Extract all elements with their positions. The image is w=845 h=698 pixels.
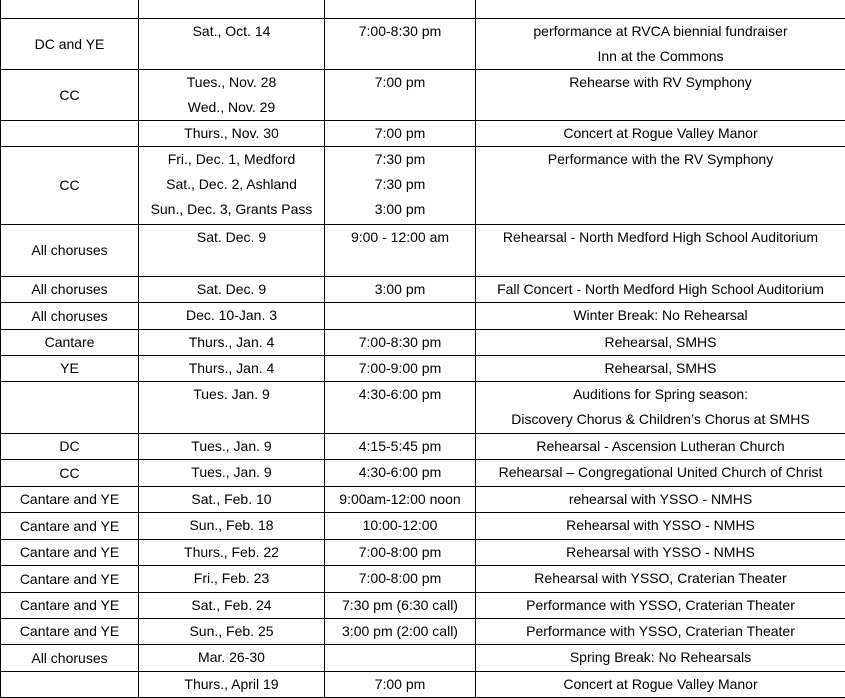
time-line: 7:00-8:30 pm bbox=[325, 330, 475, 355]
table-row bbox=[1, 487, 845, 513]
time-cell bbox=[325, 645, 476, 672]
time-line: 7:30 pm bbox=[325, 147, 475, 172]
date-line: Tues., Nov. 28 bbox=[139, 70, 324, 95]
event-line: Rehearsal, SMHS bbox=[476, 356, 845, 381]
time-cell bbox=[325, 225, 476, 277]
event-line bbox=[476, 0, 845, 18]
event-cell bbox=[476, 330, 845, 356]
event-cell bbox=[476, 147, 845, 225]
date-line: Fri., Dec. 1, Medford bbox=[139, 147, 324, 172]
time-line: 4:30-6:00 pm bbox=[325, 382, 475, 407]
event-line: Rehearsal, SMHS bbox=[476, 330, 845, 355]
time-cell bbox=[325, 672, 476, 698]
event-line: Rehearsal with YSSO, Craterian Theater bbox=[476, 566, 845, 591]
table-row bbox=[1, 121, 845, 147]
date-line: Sat., Feb. 10 bbox=[139, 487, 324, 512]
date-cell bbox=[139, 277, 325, 303]
event-cell bbox=[476, 460, 845, 487]
group-cell: Cantare and YE bbox=[1, 619, 139, 645]
schedule-body bbox=[1, 0, 845, 698]
table-row bbox=[1, 303, 845, 330]
event-line: Concert at Rogue Valley Manor bbox=[476, 672, 845, 697]
time-cell bbox=[325, 619, 476, 645]
time-cell bbox=[325, 593, 476, 619]
event-line: Performance with YSSO, Craterian Theater bbox=[476, 593, 845, 618]
table-row bbox=[1, 566, 845, 593]
date-cell bbox=[139, 672, 325, 698]
group-cell bbox=[1, 0, 139, 19]
time-line: 7:00-8:00 pm bbox=[325, 540, 475, 565]
table-row bbox=[1, 19, 845, 70]
event-cell bbox=[476, 382, 845, 434]
time-line: 9:00am-12:00 noon bbox=[325, 487, 475, 512]
event-line: Rehearsal - North Medford High School Auditorium bbox=[476, 225, 845, 250]
time-line: 7:00 pm bbox=[325, 121, 475, 146]
table-row bbox=[1, 382, 845, 434]
time-line: 3:00 pm bbox=[325, 197, 475, 222]
date-line: Thurs., Nov. 30 bbox=[139, 121, 324, 146]
group-cell: All choruses bbox=[1, 645, 139, 672]
group-cell: Cantare and YE bbox=[1, 593, 139, 619]
time-cell bbox=[325, 540, 476, 566]
time-cell bbox=[325, 147, 476, 225]
time-line bbox=[325, 0, 475, 18]
event-cell bbox=[476, 434, 845, 460]
date-line: Sun., Feb. 18 bbox=[139, 513, 324, 538]
date-cell bbox=[139, 0, 325, 19]
date-cell bbox=[139, 566, 325, 593]
group-cell: Cantare and YE bbox=[1, 566, 139, 593]
group-cell: Cantare and YE bbox=[1, 513, 139, 540]
time-cell bbox=[325, 460, 476, 487]
time-line bbox=[325, 303, 475, 328]
time-cell bbox=[325, 19, 476, 70]
event-cell bbox=[476, 19, 845, 70]
table-row bbox=[1, 0, 845, 19]
table-row bbox=[1, 356, 845, 382]
event-line: Fall Concert - North Medford High School Auditorium bbox=[476, 277, 845, 302]
date-line: Sat., Oct. 14 bbox=[139, 19, 324, 44]
date-line: Fri., Feb. 23 bbox=[139, 566, 324, 591]
date-cell bbox=[139, 225, 325, 277]
group-cell: All choruses bbox=[1, 303, 139, 330]
group-cell: Cantare bbox=[1, 330, 139, 356]
date-line: Thurs., April 19 bbox=[139, 672, 324, 697]
event-line: Performance with YSSO, Craterian Theater bbox=[476, 619, 845, 644]
time-line: 10:00-12:00 bbox=[325, 513, 475, 538]
group-cell: CC bbox=[1, 70, 139, 121]
event-cell bbox=[476, 619, 845, 645]
time-line: 7:30 pm bbox=[325, 172, 475, 197]
time-line: 7:00 pm bbox=[325, 672, 475, 697]
date-cell bbox=[139, 593, 325, 619]
event-line: Rehearsal – Congregational United Church of Christ bbox=[476, 460, 845, 485]
time-cell bbox=[325, 277, 476, 303]
time-cell bbox=[325, 0, 476, 19]
event-cell bbox=[476, 487, 845, 513]
event-cell bbox=[476, 303, 845, 330]
time-cell bbox=[325, 382, 476, 434]
date-line: Thurs., Jan. 4 bbox=[139, 356, 324, 381]
table-row bbox=[1, 619, 845, 645]
table-row bbox=[1, 434, 845, 460]
event-cell bbox=[476, 566, 845, 593]
time-cell bbox=[325, 303, 476, 330]
event-line: Inn at the Commons bbox=[476, 44, 845, 69]
group-cell: DC bbox=[1, 434, 139, 460]
date-cell bbox=[139, 619, 325, 645]
event-cell bbox=[476, 513, 845, 540]
event-line: Concert at Rogue Valley Manor bbox=[476, 121, 845, 146]
event-line: Rehearsal with YSSO - NMHS bbox=[476, 513, 845, 538]
date-line: Tues., Jan. 9 bbox=[139, 460, 324, 485]
event-line: Discovery Chorus & Children’s Chorus at SMHS bbox=[476, 407, 845, 432]
group-cell: All choruses bbox=[1, 277, 139, 303]
time-line: 7:30 pm (6:30 call) bbox=[325, 593, 475, 618]
event-cell bbox=[476, 70, 845, 121]
date-cell bbox=[139, 19, 325, 70]
time-cell bbox=[325, 566, 476, 593]
event-line: performance at RVCA biennial fundraiser bbox=[476, 19, 845, 44]
table-row bbox=[1, 225, 845, 277]
group-cell: DC and YE bbox=[1, 19, 139, 70]
time-line bbox=[325, 645, 475, 670]
date-line: Sat. Dec. 9 bbox=[139, 225, 324, 250]
date-cell bbox=[139, 147, 325, 225]
event-line: Rehearse with RV Symphony bbox=[476, 70, 845, 95]
date-cell bbox=[139, 540, 325, 566]
time-line: 7:00-9:00 pm bbox=[325, 356, 475, 381]
date-line: Sat., Dec. 2, Ashland bbox=[139, 172, 324, 197]
date-cell bbox=[139, 645, 325, 672]
time-line: 7:00-8:30 pm bbox=[325, 19, 475, 44]
time-cell bbox=[325, 121, 476, 147]
date-cell bbox=[139, 356, 325, 382]
table-row bbox=[1, 277, 845, 303]
date-line: Sat., Feb. 24 bbox=[139, 593, 324, 618]
event-cell bbox=[476, 356, 845, 382]
table-row bbox=[1, 460, 845, 487]
date-line: Sun., Dec. 3, Grants Pass bbox=[139, 197, 324, 222]
date-line: Sat. Dec. 9 bbox=[139, 277, 324, 302]
table-row bbox=[1, 147, 845, 225]
table-row bbox=[1, 672, 845, 698]
event-cell bbox=[476, 540, 845, 566]
time-line: 3:00 pm (2:00 call) bbox=[325, 619, 475, 644]
date-cell bbox=[139, 460, 325, 487]
group-cell: CC bbox=[1, 460, 139, 487]
date-line: Thurs., Jan. 4 bbox=[139, 330, 324, 355]
event-cell bbox=[476, 225, 845, 277]
time-cell bbox=[325, 330, 476, 356]
table-row bbox=[1, 513, 845, 540]
time-line: 3:00 pm bbox=[325, 277, 475, 302]
time-line: 7:00-8:00 pm bbox=[325, 566, 475, 591]
group-cell: YE bbox=[1, 356, 139, 382]
group-cell: Cantare and YE bbox=[1, 487, 139, 513]
group-cell bbox=[1, 121, 139, 147]
date-line: Thurs., Feb. 22 bbox=[139, 540, 324, 565]
date-line: Tues. Jan. 9 bbox=[139, 382, 324, 407]
group-cell: Cantare and YE bbox=[1, 540, 139, 566]
event-line: Auditions for Spring season: bbox=[476, 382, 845, 407]
date-cell bbox=[139, 487, 325, 513]
date-line: Sun., Feb. 25 bbox=[139, 619, 324, 644]
group-cell bbox=[1, 672, 139, 698]
time-line: 4:30-6:00 pm bbox=[325, 460, 475, 485]
date-cell bbox=[139, 121, 325, 147]
date-line: Mar. 26-30 bbox=[139, 645, 324, 670]
date-line bbox=[139, 0, 324, 18]
event-line: Rehearsal with YSSO - NMHS bbox=[476, 540, 845, 565]
table-row bbox=[1, 645, 845, 672]
time-line: 7:00 pm bbox=[325, 70, 475, 95]
event-cell bbox=[476, 0, 845, 19]
event-cell bbox=[476, 645, 845, 672]
time-line: 9:00 - 12:00 am bbox=[325, 225, 475, 250]
event-line: Spring Break: No Rehearsals bbox=[476, 645, 845, 670]
event-cell bbox=[476, 121, 845, 147]
date-cell bbox=[139, 382, 325, 434]
time-cell bbox=[325, 356, 476, 382]
date-cell bbox=[139, 513, 325, 540]
event-line: rehearsal with YSSO - NMHS bbox=[476, 487, 845, 512]
event-line: Winter Break: No Rehearsal bbox=[476, 303, 845, 328]
table-row bbox=[1, 330, 845, 356]
table-row bbox=[1, 593, 845, 619]
time-cell bbox=[325, 487, 476, 513]
date-cell bbox=[139, 330, 325, 356]
group-cell: CC bbox=[1, 147, 139, 225]
time-cell bbox=[325, 70, 476, 121]
event-cell bbox=[476, 593, 845, 619]
date-cell bbox=[139, 303, 325, 330]
time-cell bbox=[325, 434, 476, 460]
event-cell bbox=[476, 672, 845, 698]
date-line: Tues., Jan. 9 bbox=[139, 434, 324, 459]
date-cell bbox=[139, 70, 325, 121]
group-cell: All choruses bbox=[1, 225, 139, 277]
event-line: Rehearsal - Ascension Lutheran Church bbox=[476, 434, 845, 459]
event-cell bbox=[476, 277, 845, 303]
date-line: Wed., Nov. 29 bbox=[139, 95, 324, 120]
group-cell bbox=[1, 382, 139, 434]
date-cell bbox=[139, 434, 325, 460]
date-line: Dec. 10-Jan. 3 bbox=[139, 303, 324, 328]
time-cell bbox=[325, 513, 476, 540]
table-row bbox=[1, 540, 845, 566]
time-line: 4:15-5:45 pm bbox=[325, 434, 475, 459]
table-row bbox=[1, 70, 845, 121]
event-line: Performance with the RV Symphony bbox=[476, 147, 845, 172]
